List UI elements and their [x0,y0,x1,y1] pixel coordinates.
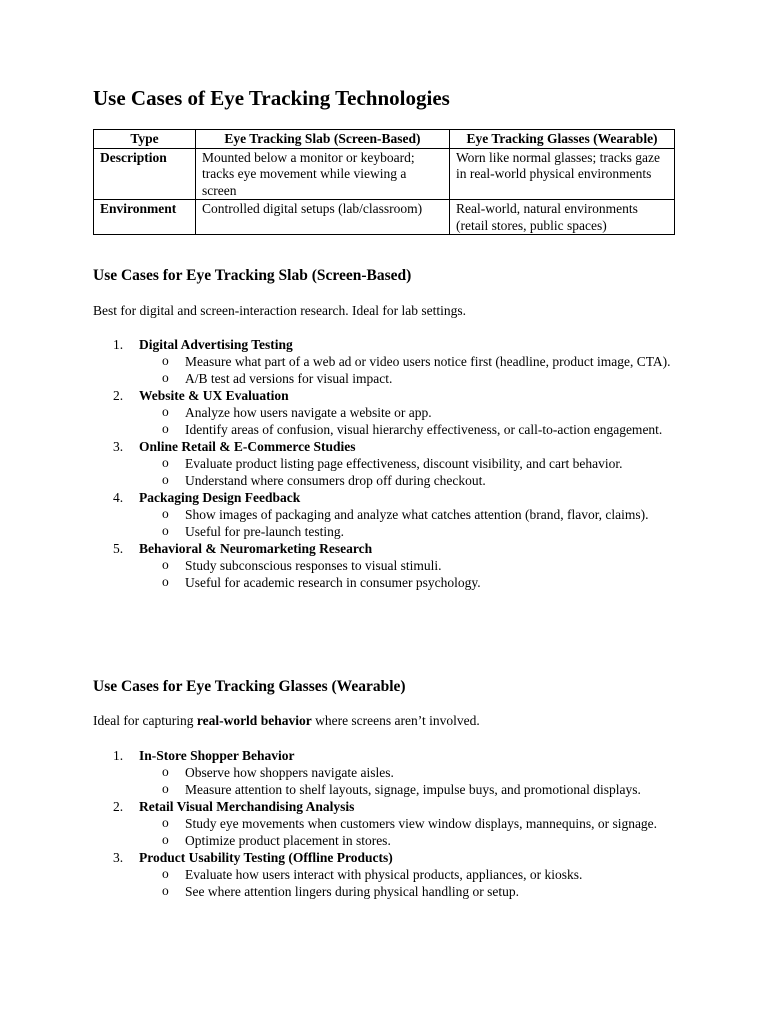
sub-bullet-item [139,815,683,832]
sub-bullet-text: Useful for academic research in consumer psychology. [185,575,481,590]
sub-bullet-list [139,506,683,540]
list-number: 5. [113,541,124,556]
list-number: 2. [113,799,124,814]
sub-bullet-text: Observe how shoppers navigate aisles. [185,765,394,780]
bullet-marker: o [162,404,169,419]
slab-section-intro: Best for digital and screen-interaction research. Ideal for lab settings. [93,303,466,318]
use-case-title: Retail Visual Merchandising Analysis [139,799,355,814]
sub-bullet-text: Useful for pre-launch testing. [185,524,344,539]
sub-bullet-text: Show images of packaging and analyze what catches attention (brand, flavor, claims). [185,507,649,522]
use-case-title: Packaging Design Feedback [139,490,301,505]
sub-bullet-list [139,353,683,387]
sub-bullet-text: A/B test ad versions for visual impact. [185,371,393,386]
sub-bullet-item [139,472,683,489]
list-number: 1. [113,337,124,352]
glasses-section-intro [93,713,480,729]
use-case-item [93,798,683,849]
sub-bullet-item [139,883,683,900]
intro-text: Ideal for capturing [93,713,197,728]
sub-bullet-item [139,866,683,883]
sub-bullet-item [139,353,683,370]
sub-bullet-text: Measure what part of a web ad or video users notice first (headline, product image, CTA). [185,354,671,369]
table-header-cell: Eye Tracking Slab (Screen-Based) [196,130,450,149]
table-row-label: Environment [94,200,196,235]
bullet-marker: o [162,574,169,589]
glasses-use-case-list [93,747,683,900]
document-title: Use Cases of Eye Tracking Technologies [93,86,450,110]
bullet-marker: o [162,815,169,830]
sub-bullet-text: Optimize product placement in stores. [185,833,391,848]
table-cell: Real-world, natural environments (retail stores, public spaces) [450,200,675,235]
sub-bullet-list [139,866,683,900]
bullet-marker: o [162,781,169,796]
list-number: 1. [113,748,124,763]
list-number: 3. [113,439,124,454]
bullet-marker: o [162,455,169,470]
intro-emphasis: real-world behavior [196,713,312,728]
sub-bullet-item [139,523,683,540]
sub-bullet-item [139,781,683,798]
sub-bullet-item [139,574,683,591]
bullet-marker: o [162,764,169,779]
table-row-label: Description [94,148,196,200]
slab-section-heading: Use Cases for Eye Tracking Slab (Screen-Based) [93,267,412,284]
sub-bullet-text: Measure attention to shelf layouts, signage, impulse buys, and promotional displays. [185,782,641,797]
bullet-marker: o [162,523,169,538]
sub-bullet-list [139,455,683,489]
sub-bullet-text: Evaluate how users interact with physical products, appliances, or kiosks. [185,867,583,882]
sub-bullet-item [139,404,683,421]
table-cell: Controlled digital setups (lab/classroom) [196,200,450,235]
sub-bullet-item [139,832,683,849]
bullet-marker: o [162,353,169,368]
glasses-section-heading: Use Cases for Eye Tracking Glasses (Wearable) [93,678,406,695]
sub-bullet-text: See where attention lingers during physical handling or setup. [185,884,520,899]
table-cell: Mounted below a monitor or keyboard; tracks eye movement while viewing a screen [196,148,450,200]
sub-bullet-list [139,404,683,438]
bullet-marker: o [162,421,169,436]
use-case-item [93,387,683,438]
use-case-title: Website & UX Evaluation [139,388,289,403]
sub-bullet-text: Identify areas of confusion, visual hierarchy effectiveness, or call-to-action engagement. [185,422,663,437]
use-case-title: Digital Advertising Testing [139,337,293,352]
sub-bullet-list [139,815,683,849]
sub-bullet-text: Evaluate product listing page effectiveness, discount visibility, and cart behavior. [185,456,623,471]
sub-bullet-item [139,506,683,523]
sub-bullet-text: Study subconscious responses to visual stimuli. [185,558,442,573]
table-row [94,148,675,200]
bullet-marker: o [162,472,169,487]
sub-bullet-text: Understand where consumers drop off during checkout. [185,473,486,488]
bullet-marker: o [162,866,169,881]
sub-bullet-list [139,764,683,798]
use-case-item [93,849,683,900]
use-case-item [93,540,683,591]
list-number: 3. [113,850,124,865]
use-case-item [93,438,683,489]
use-case-item [93,747,683,798]
use-case-title: Behavioral & Neuromarketing Research [139,541,373,556]
intro-text: where screens aren’t involved. [311,713,480,728]
list-number: 2. [113,388,124,403]
table-cell: Worn like normal glasses; tracks gaze in real-world physical environments [450,148,675,200]
slab-use-case-list [93,336,683,591]
bullet-marker: o [162,370,169,385]
sub-bullet-text: Study eye movements when customers view window displays, mannequins, or signage. [185,816,658,831]
bullet-marker: o [162,557,169,572]
sub-bullet-item [139,370,683,387]
sub-bullet-item [139,764,683,781]
use-case-item [93,489,683,540]
use-case-item [93,336,683,387]
comparison-table [93,129,675,235]
use-case-title: In-Store Shopper Behavior [139,748,295,763]
sub-bullet-item [139,557,683,574]
use-case-title: Product Usability Testing (Offline Products) [139,850,393,865]
sub-bullet-text: Analyze how users navigate a website or app. [185,405,432,420]
bullet-marker: o [162,832,169,847]
table-header-cell: Eye Tracking Glasses (Wearable) [450,130,675,149]
bullet-marker: o [162,506,169,521]
table-header-row [94,130,675,149]
list-number: 4. [113,490,124,505]
table-header-cell: Type [94,130,196,149]
sub-bullet-item [139,455,683,472]
use-case-title: Online Retail & E-Commerce Studies [139,439,356,454]
table-row [94,200,675,235]
sub-bullet-list [139,557,683,591]
sub-bullet-item [139,421,683,438]
bullet-marker: o [162,883,169,898]
